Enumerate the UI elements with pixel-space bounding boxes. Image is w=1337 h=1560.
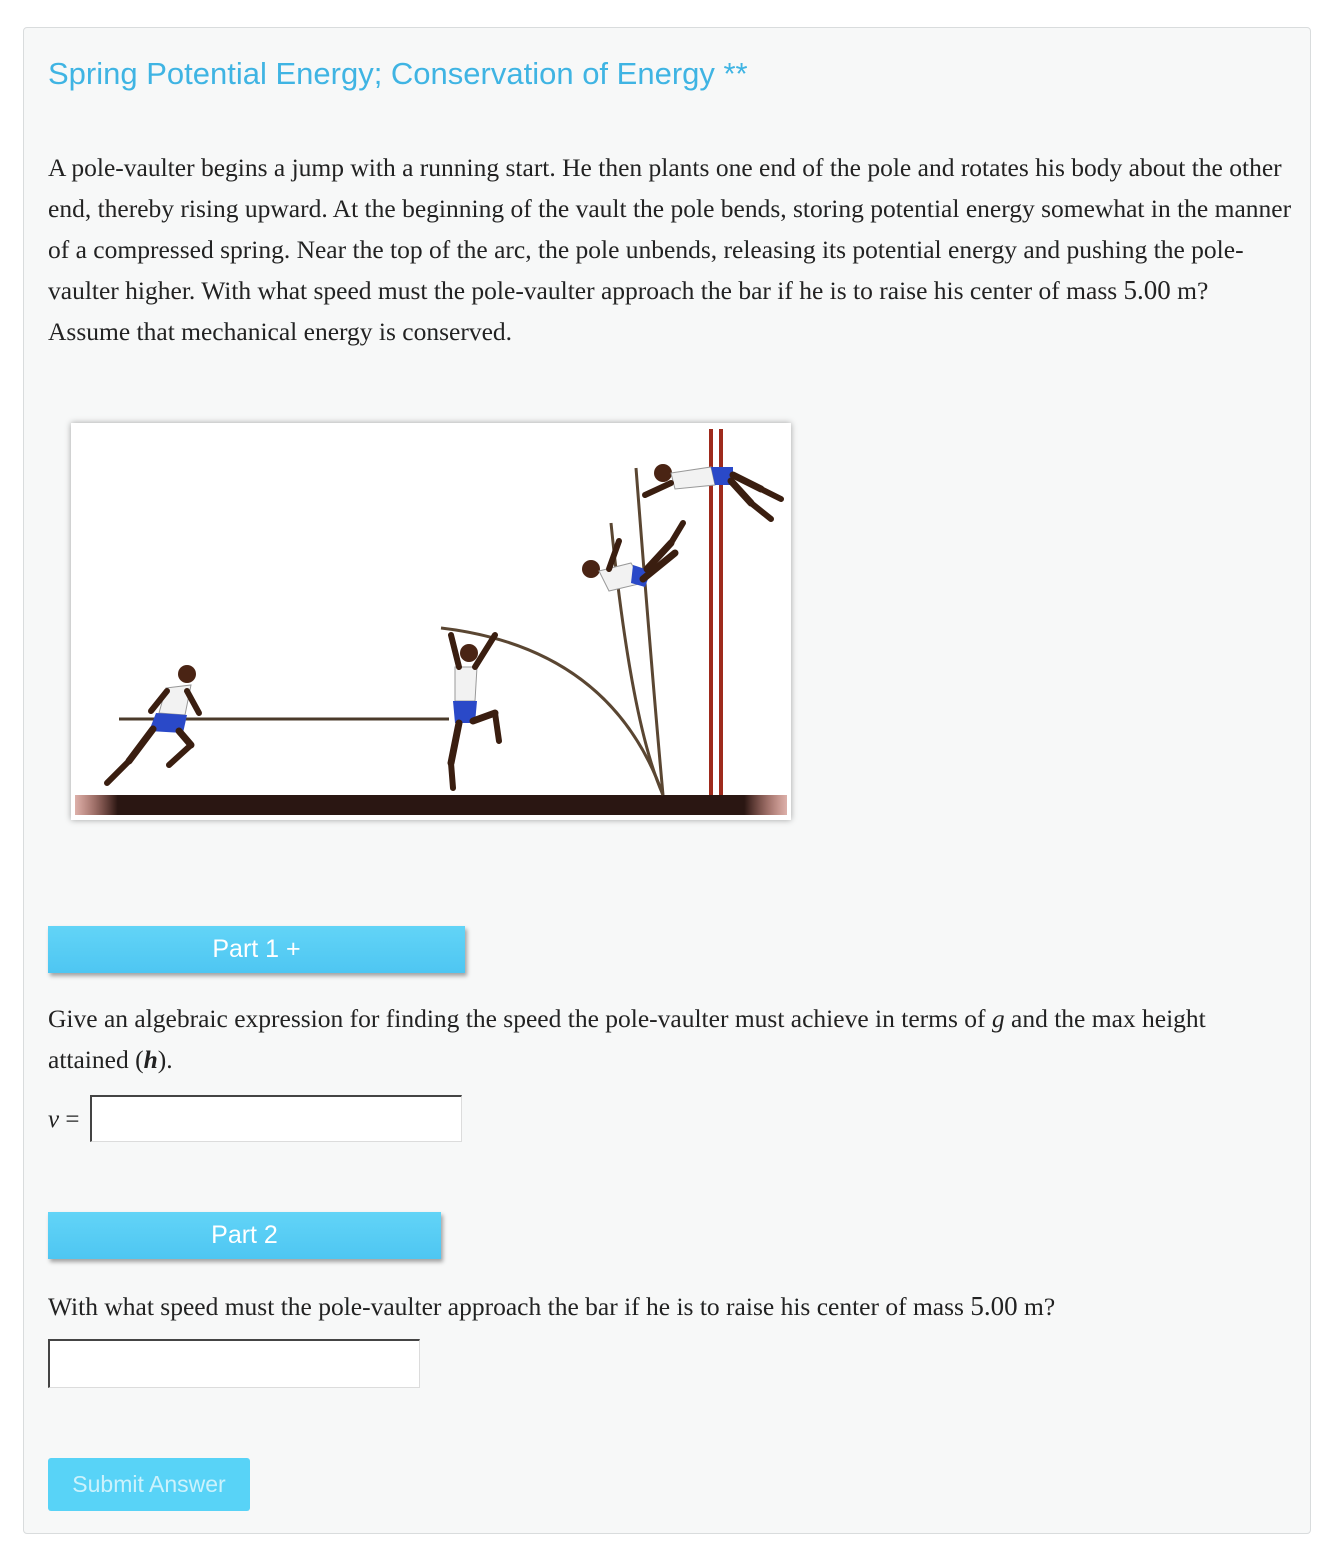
pole-vault-figure — [71, 423, 791, 820]
vaulter-running — [107, 665, 199, 783]
part-2-question-text-end: m? — [1017, 1292, 1056, 1321]
velocity-symbol: v — [48, 1106, 60, 1133]
part-2-question — [48, 1286, 1258, 1327]
part-2-question-text: With what speed must the pole-vaulter approach the bar if he is to raise his center of mass — [48, 1292, 971, 1321]
part-1-question-text-3: ). — [157, 1045, 173, 1074]
velocity-label — [48, 1106, 79, 1134]
problem-statement-text: A pole-vaulter begins a jump with a running start. He then plants one end of the pole and rotates his body about the other end, thereby rising upward. At the beginning of the vault the pole bends, storing potential energy somewhat in the manner of a compressed spring. Near the top of the arc, the pole unbends, releasing its potential energy and pushing the pole-vaulter higher. With what speed must the pole-vaulter approach the bar if he is to raise his center of mass — [48, 153, 1292, 305]
problem-statement-text-end: m? Assume that mechanical energy is conserved. — [48, 276, 1209, 346]
submit-answer-button[interactable]: Submit Answer — [48, 1458, 250, 1511]
equals-sign: = — [59, 1106, 80, 1133]
part-1-button[interactable]: Part 1 + — [48, 926, 465, 973]
problem-statement — [48, 147, 1293, 352]
height-value: 5.00 — [1123, 275, 1171, 305]
pole-vault-illustration — [71, 423, 791, 820]
var-h: h — [143, 1045, 158, 1074]
problem-title: Spring Potential Energy; Conservation of Energy ** — [48, 56, 748, 91]
part-1-question-text-2: and the max height attained ( — [48, 1004, 1206, 1074]
part-2-height-value: 5.00 — [970, 1291, 1018, 1321]
part-2-answer-input[interactable] — [48, 1339, 420, 1388]
vaulter-planting — [451, 635, 499, 788]
vaulter-swinging — [582, 523, 683, 591]
part-1-question — [48, 998, 1258, 1080]
part-1-question-text: Give an algebraic expression for finding the speed the pole-vaulter must achieve in terms of — [48, 1004, 992, 1033]
ground-track — [75, 795, 787, 815]
part-1-answer-input[interactable] — [90, 1095, 462, 1142]
part-2-button[interactable]: Part 2 — [48, 1212, 441, 1259]
var-g: g — [991, 1004, 1005, 1033]
problem-card — [23, 27, 1311, 1534]
